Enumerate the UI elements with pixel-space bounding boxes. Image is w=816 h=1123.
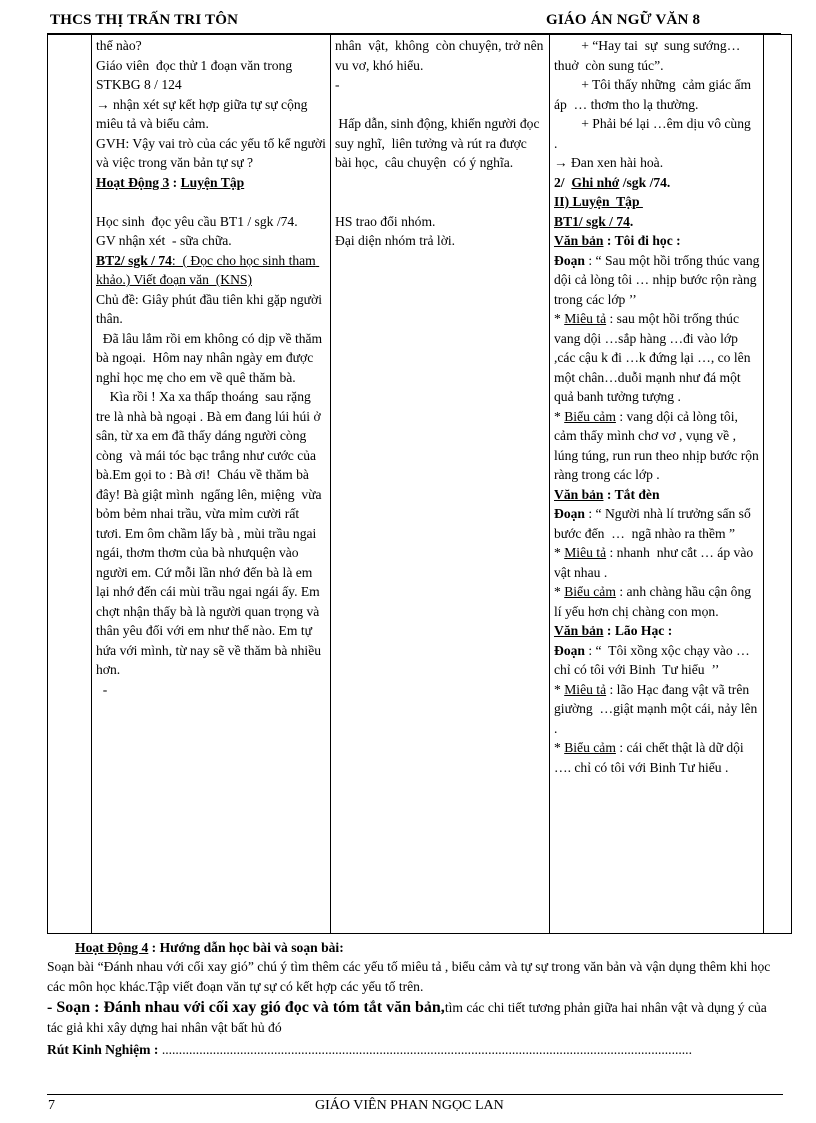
activity-3-title: Luyện Tập	[180, 174, 245, 190]
content-line: + Tôi thấy những cảm giác ấm áp … thơm tho lạ thường.	[554, 77, 755, 112]
student-line: HS trao đổi nhóm.	[335, 213, 436, 229]
col-content	[550, 35, 764, 934]
bt1-dot: .	[629, 213, 634, 229]
vb1-colon: :	[672, 233, 681, 248]
header-school: THCS THỊ TRẤN TRI TÔN	[50, 12, 239, 28]
teacher-line: Giáo viên đọc thử 1 đoạn văn trong STKBG 8 / 124	[96, 57, 296, 92]
vb3-bc: * Biểu cảm : cái chết thật là dữ dội …. chỉ có tôi với Binh Tư hiểu .	[554, 740, 748, 775]
vb3-bc-text: : cái chết thật là dữ dội …. chỉ có tôi với Binh Tư hiểu .	[554, 740, 748, 775]
ghi-nho-num: 2/	[554, 174, 572, 190]
vb3-title: : Lão Hạc	[603, 623, 665, 638]
ghi-nho-ref: /sgk /74.	[619, 174, 671, 190]
activity-4-heading	[47, 938, 777, 958]
activity-4-title: : Hướng dẫn học bài và soạn bài:	[148, 940, 344, 955]
vb2-mt-text: : nhanh như cắt … áp vào vật nhau .	[554, 545, 757, 580]
vb3-label: Văn bản	[554, 623, 604, 638]
vb1-mt-text: : sau một hồi trống thúc vang dội …sắp hàng …đi vào lớp ,các cậu k đi …k đứng lại …, co lên một chân…duỗi mạnh như đá một quả banh tưởng tượng .	[554, 311, 754, 404]
activity-3-sep: :	[169, 174, 181, 190]
student-line: Đại diện nhóm trả lời.	[335, 233, 456, 248]
col-student-activity	[331, 35, 550, 934]
page-number: 7	[48, 1098, 55, 1113]
activity-3-heading	[96, 173, 327, 193]
activity-4-label: Hoạt Động 4	[75, 940, 149, 955]
ghi-nho-heading	[554, 173, 760, 193]
student-line: Hấp dẫn, sinh động, khiến người đọc suy nghĩ, liên tưởng và rút ra được bài học, câu chuyện có ý nghĩa.	[335, 116, 543, 170]
prepare-rest: tìm các chi tiết tương phản giữa hai nhân vật và dụng ý của tác giả khi xây dựng hai nhân vật bất hủ đó	[47, 1000, 767, 1035]
rut-kinh-nghiem	[47, 1040, 777, 1060]
rut-label: Rút Kinh Nghiệm :	[47, 1042, 162, 1057]
ghi-nho-label: Ghi nhớ	[571, 174, 620, 190]
bt2-rest: : ( Đọc cho học sinh tham khảo.) Viết đoạn văn (KNS)	[96, 252, 320, 287]
vb1-title: : Tôi đi học	[603, 233, 673, 248]
vb3-mt: * Miêu tả : lão Hạc đang vật vã trên giường …giật mạnh một cái, nảy lên .	[554, 681, 761, 736]
sample-paragraph: Đã lâu lắm rồi em không có dịp về thăm bà ngoại. Hôm nay nhân ngày em được nghỉ học mẹ cho em về quê thăm bà.	[96, 330, 326, 385]
vb3-colon: :	[664, 623, 673, 638]
col-blank-left	[48, 35, 92, 934]
vb2-doan	[554, 504, 760, 543]
vb1-label: Văn bản	[554, 233, 604, 248]
prepare-paragraph	[47, 998, 777, 1038]
header-subject: GIÁO ÁN NGỮ VĂN 8	[546, 12, 701, 28]
teacher-line: Chủ đề: Giây phút đầu tiên khi gặp người thân.	[96, 291, 326, 326]
vb3-heading	[554, 621, 760, 641]
homework-paragraph: Soạn bài “Đánh nhau với cối xay gió” chú ý tìm thêm các yếu tố miêu tả , biểu cảm và tự sự trong văn bản và vận dụng thêm khi học các môn học khác.Tập viết đoạn văn tự sự có kết hợp các yếu tố trên.	[47, 959, 771, 994]
content-line: + Phải bé lại …êm dịu vô cùng .	[554, 116, 758, 151]
vb1-doan	[554, 251, 763, 310]
vb1-bc-text: : vang dội cả lòng tôi, cảm thấy mình chơ vơ , vụng về , lúng túng, run run theo nhịp bước rộn ràng trong các lớp .	[554, 408, 763, 482]
vb3-doan	[554, 641, 760, 680]
vb1-bc: * Biểu cảm : vang dội cả lòng tôi, cảm thấy mình chơ vơ , vụng về , lúng túng, run run theo nhịp bước rộn ràng trong các lớp .	[554, 408, 763, 482]
mt-label: Miêu tả	[564, 311, 607, 326]
footer-teacher: GIÁO VIÊN PHAN NGỌC LAN	[315, 1098, 504, 1113]
vb1-heading	[554, 231, 760, 251]
student-line: nhân vật, không còn chuyện, trở nên vu vơ, khó hiểu.	[335, 38, 547, 73]
vb2-bc-text: : anh chàng hầu cận ông lí yếu hơn chị chàng con mọn.	[554, 584, 755, 619]
bt2-heading	[96, 251, 327, 290]
mt-label: Miêu tả	[564, 545, 607, 560]
luyen-tap-heading: II) Luyện Tập	[554, 194, 643, 209]
teacher-line: Học sinh đọc yêu cầu BT1 / sgk /74.	[96, 213, 298, 229]
bc-label: Biểu cảm	[564, 740, 616, 755]
bt1-label: BT1/ sgk / 74	[554, 213, 630, 229]
content-line: → Đan xen hài hoà.	[554, 155, 664, 170]
vb3-mt-text: : lão Hạc đang vật vã trên giường …giật mạnh một cái, nảy lên .	[554, 681, 761, 736]
footer-rule	[47, 1094, 783, 1095]
vb1-doan-text: : “ Sau một hồi trống thúc vang dội cả lòng tôi … nhịp bước rộn ràng trong các lớp ’’	[554, 252, 763, 307]
student-line: -	[335, 77, 340, 92]
vb2-title: : Tắt đèn	[603, 486, 660, 502]
activity-3-label: Hoạt Động 3	[96, 174, 170, 190]
prepare-bold: - Soạn : Đánh nhau với cối xay gió đọc và tóm tắt văn bản,	[47, 999, 445, 1016]
vb2-label: Văn bản	[554, 486, 604, 502]
teacher-line: -	[96, 681, 108, 697]
bc-label: Biểu cảm	[564, 408, 616, 424]
bc-label: Biểu cảm	[564, 584, 616, 599]
col-blank-right	[764, 35, 792, 934]
vb2-mt: * Miêu tả : nhanh như cắt … áp vào vật nhau .	[554, 545, 757, 580]
lesson-table	[47, 34, 792, 934]
doan-label: Đoạn	[554, 642, 585, 658]
doan-label: Đoạn	[554, 252, 585, 268]
teacher-line: → nhận xét sự kết hợp giữa tự sự cộng miêu tả và biểu cảm.	[96, 96, 311, 131]
teacher-line: GV nhận xét - sữa chữa.	[96, 233, 232, 248]
rut-dots: ............................................................................................................................................................	[161, 1042, 692, 1057]
doan-label: Đoạn	[554, 506, 585, 521]
bt2-label: BT2/ sgk / 74	[96, 252, 172, 268]
vb2-doan-text: : “ Người nhà lí trưởng sấn sổ bước đến … ngã nhào ra thềm ”	[554, 506, 755, 541]
bt1-heading	[554, 212, 760, 232]
teacher-line: thế nào?	[96, 38, 142, 53]
sample-paragraph: Kìa rồi ! Xa xa thấp thoáng sau rặng tre là nhà bà ngoại . Bà em đang lúi húi ở sân, từ xa em đã thấy dáng người còng còng và mái tóc bạc trắng như cước của bà.Em gọi to : Bà ơi! Cháu về thăm bà đây! Bà giật mình ngẩng lên, miệng vừa bỏm bẻm nhai trầu, vừa mỉm cười rất tươi. Em ôm chầm lấy bà , mùi trầu ngai ngái, thơm thơm của bà nhưquện vào người em. Cứ mỗi lần nhớ đến bà là em lại nhớ đến cái mùi trầu ngai ngái ấy. Em chợt nhận thấy bà là người quan trọng và thân yêu đối với em như thế nào. Em tự hứa với mình, từ nay sẽ về thăm bà nhiều hơn.	[96, 389, 328, 677]
vb2-heading	[554, 485, 760, 505]
vb2-bc: * Biểu cảm : anh chàng hầu cận ông lí yếu hơn chị chàng con mọn.	[554, 584, 755, 619]
col-teacher-activity	[92, 35, 331, 934]
content-line: + “Hay tai sự sung sướng…thuở còn sung túc”.	[554, 38, 741, 73]
vb1-mt: * Miêu tả : sau một hồi trống thúc vang dội …sắp hàng …đi vào lớp ,các cậu k đi …k đứng lại …, co lên một chân…duỗi mạnh như đá một quả banh tưởng tượng .	[554, 311, 754, 404]
vb3-doan-text: : “ Tôi xồng xộc chạy vào …chỉ có tôi với Binh Tư hiểu ’’	[554, 642, 750, 677]
mt-label: Miêu tả	[564, 681, 607, 697]
teacher-line: GVH: Vậy vai trò của các yếu tố kể người và việc trong văn bản tự sự ?	[96, 135, 333, 170]
